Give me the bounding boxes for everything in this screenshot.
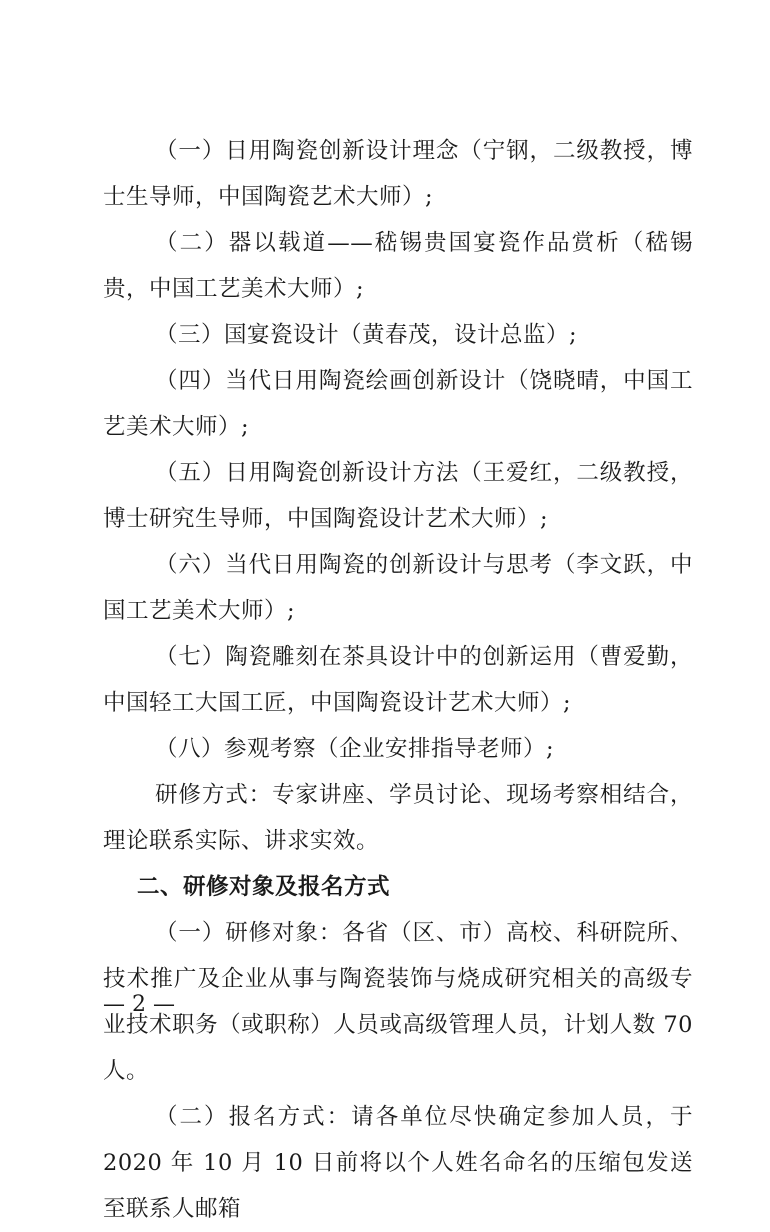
page-number: — 2 — — [103, 992, 175, 1017]
section-heading: 二、研修对象及报名方式 — [137, 874, 391, 900]
paragraph-item-7: （七）陶瓷雕刻在茶具设计中的创新运用（曹爱勤，中国轻工大国工匠，中国陶瓷设计艺术大师）; — [103, 644, 693, 716]
paragraph-item-1: （一）日用陶瓷创新设计理念（宁钢，二级教授，博士生导师，中国陶瓷艺术大师）; — [103, 138, 693, 210]
paragraph-item-4: （四）当代日用陶瓷绘画创新设计（饶晓晴，中国工艺美术大师）; — [103, 368, 693, 440]
paragraph-item-5: （五）日用陶瓷创新设计方法（王爱红，二级教授，博士研究生导师，中国陶瓷设计艺术大师）; — [103, 460, 693, 532]
paragraph-item-6: （六）当代日用陶瓷的创新设计与思考（李文跃，中国工艺美术大师）; — [103, 552, 693, 624]
paragraph-item-8: （八）参观考察（企业安排指导老师）; — [155, 736, 555, 762]
paragraph-registration: （二）报名方式：请各单位尽快确定参加人员，于 2020 年 10 月 10 日前将以个人姓名命名的压缩包发送至联系人邮箱 — [103, 1104, 693, 1222]
paragraph-item-3: （三）国宴瓷设计（黄春茂，设计总监）; — [155, 322, 578, 348]
paragraph-participants: （一）研修对象：各省（区、市）高校、科研院所、技术推广及企业从事与陶瓷装饰与烧成研究相关的高级专业技术职务（或职称）人员或高级管理人员，计划人数 70 人。 — [103, 920, 693, 1084]
document-body — [103, 128, 693, 1232]
paragraph-study-method: 研修方式：专家讲座、学员讨论、现场考察相结合，理论联系实际、讲求实效。 — [103, 782, 693, 854]
paragraph-item-2: （二）器以载道——嵇锡贵国宴瓷作品赏析（嵇锡贵，中国工艺美术大师）; — [103, 230, 693, 302]
